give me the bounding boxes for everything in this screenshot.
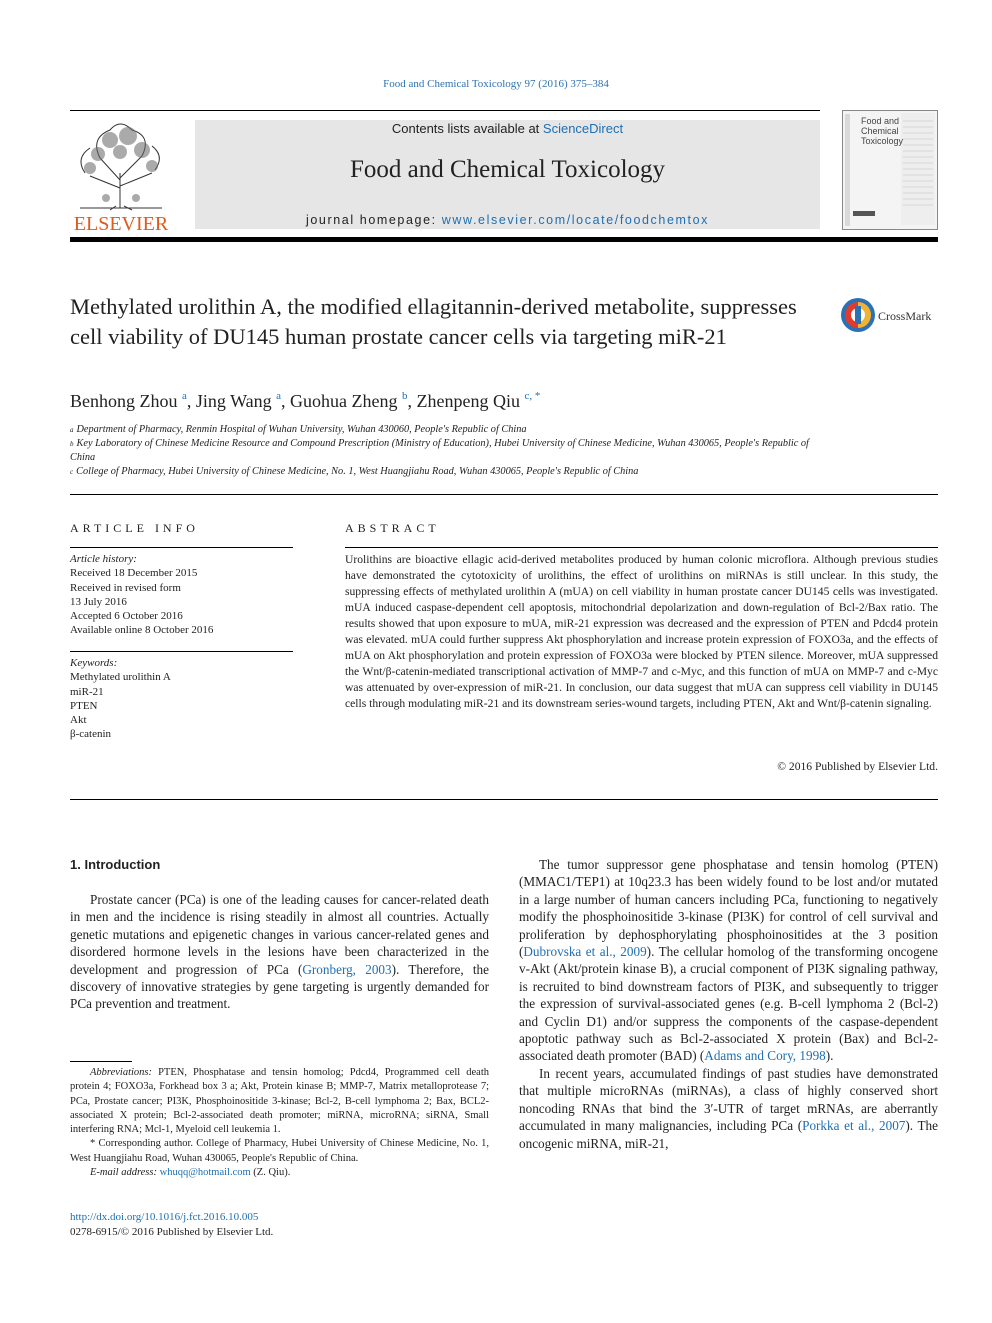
reference-link[interactable]: Porkka et al., 2007 [802, 1118, 906, 1134]
paragraph-text: ). The cellular homolog of the transforming oncogene v-Akt (Akt/protein kinase B), a crucial component of PI3K signaling pathway, is recruited to bind downstream factors of PI3K, and subsequently to trigger the expression of survival-associated genes (e.g. B-cell lymphoma 2 (Bcl-2) and Cyclin D1) and/or suppress the components of the caspase-dependent apoptotic pathway such as Bcl-2-associated X protein (Bax) and Bcl-2-associated death promoter (BAD) ( [519, 944, 939, 1064]
reference-link[interactable]: Adams and Cory, 1998 [704, 1048, 826, 1064]
header-rule-bottom [70, 237, 938, 242]
footnote-rule [70, 1061, 132, 1062]
author-affiliation-marker[interactable]: a [182, 390, 187, 402]
author-list: Benhong Zhou $^a$, Jing Wang $^a$, Guohua Zheng $^b$, Zhenpeng Qiu $^{c, *}$ [70, 390, 541, 411]
history-line: Available online 8 October 2016 [70, 624, 214, 637]
keyword: Akt [70, 714, 87, 727]
keywords [70, 656, 293, 742]
abbreviations-footnote [70, 1066, 489, 1137]
issn-copyright: 0278-6915/© 2016 Published by Elsevier Ltd. [70, 1226, 274, 1238]
article-info-heading: ARTICLE INFO [70, 521, 199, 535]
author-affiliation-marker[interactable]: a [276, 390, 281, 402]
article-info-rule [70, 547, 293, 548]
journal-cover-thumbnail[interactable] [842, 110, 938, 230]
homepage-prefix: journal homepage: [305, 213, 442, 227]
affiliation-text: Department of Pharmacy, Renmin Hospital of Wuhan University, Wuhan 430060, People's Republic of China [76, 424, 527, 435]
elsevier-logo[interactable] [70, 118, 172, 233]
abstract-rule [345, 547, 938, 548]
author-name[interactable]: Benhong Zhou [70, 391, 178, 411]
corresponding-author-footnote: * Corresponding author. College of Pharmacy, Hubei University of Chinese Medicine, No. 1, West Huangjiahu Road, Wuhan 430065, People's Republic of China. [70, 1138, 489, 1164]
footnotes [70, 1066, 489, 1180]
doi-link[interactable]: http://dx.doi.org/10.1016/j.fct.2016.10.005 [70, 1211, 259, 1223]
paragraph-text: In recent years, accumulated findings of past studies have demonstrated that multiple microRNAs (miRNAs), a class of highly conserved short noncoding RNAs that bind the 3′-UTR of target mRNAs, are aberrantly accumulated in many malignancies, including PCa ( [519, 1065, 938, 1134]
crossmark-badge[interactable] [840, 296, 940, 336]
paragraph-text: ). Therefore, the discovery of innovative strategies by gene targeting is urgently demanded for PCa prevention and treatment. [70, 961, 489, 1012]
contents-line [195, 121, 820, 136]
article-title: Methylated urolithin A, the modified ellagitannin-derived metabolite, suppresses cell viability of DU145 human prostate cancer cells via targeting miR-21 [70, 294, 797, 349]
elsevier-wordmark: ELSEVIER [73, 213, 169, 233]
email-label: E-mail address: [90, 1167, 157, 1179]
history-line: Received 18 December 2015 [70, 567, 198, 580]
journal-citation[interactable]: Food and Chemical Toxicology 97 (2016) 375–384 [383, 78, 609, 90]
keyword: PTEN [70, 699, 98, 712]
keywords-rule [70, 651, 293, 652]
crossmark-label: CrossMark [878, 309, 932, 323]
abstract-heading: ABSTRACT [345, 521, 440, 535]
paragraph [519, 1065, 938, 1152]
intro-column-left [70, 891, 489, 1013]
svg-text:Chemical: Chemical [861, 126, 899, 136]
sciencedirect-link[interactable]: ScienceDirect [542, 121, 624, 136]
keywords-label: Keywords: [70, 657, 118, 669]
section-heading-introduction: 1. Introduction [70, 857, 161, 872]
author-name[interactable]: Zhenpeng Qiu [416, 391, 520, 411]
homepage-link[interactable]: www.elsevier.com/locate/foodchemtox [441, 213, 710, 227]
paragraph-text: Prostate cancer (PCa) is one of the leading causes for cancer-related death in men and the incidence is rising steadily in almost all countries. Actually genetic mutations and epigenetic changes in various cancer-related genes and disordered hormone levels in the lesions have been characterized in the development and progression of PCa ( [70, 892, 489, 977]
author-name[interactable]: Guohua Zheng [290, 391, 398, 411]
paragraph [519, 856, 938, 1065]
reference-link[interactable]: Gronberg, 2003 [302, 961, 392, 977]
affiliation-a [70, 423, 830, 437]
email-link[interactable]: whuqq@hotmail.com [159, 1167, 251, 1179]
email-suffix: (Z. Qiu). [250, 1167, 291, 1179]
affiliation-b [70, 437, 830, 465]
email-footnote [70, 1166, 489, 1180]
keyword: Methylated urolithin A [70, 671, 171, 684]
abbreviations-label: Abbreviations: [90, 1067, 153, 1078]
author-name[interactable]: Jing Wang [195, 391, 272, 411]
affiliation-text: College of Pharmacy, Hubei University of Chinese Medicine, No. 1, West Huangjiahu Road, Wuhan 430065, People's Republic of China [76, 466, 639, 477]
affiliation-text: Key Laboratory of Chinese Medicine Resource and Compound Prescription (Ministry of Education), Hubei University of Chinese Medicine, Wuhan 430065, People's Republic of China [70, 438, 809, 463]
keyword: β-catenin [70, 728, 112, 741]
history-label: Article history: [70, 553, 137, 565]
keyword: miR-21 [70, 685, 104, 698]
author-affiliation-marker[interactable]: c, * [524, 390, 541, 402]
paragraph-text: ). The oncogenic miRNA, miR-21, [519, 1118, 938, 1151]
reference-link[interactable]: Dubrovska et al., 2009 [523, 944, 647, 960]
author-affiliation-marker[interactable]: b [401, 390, 408, 402]
affiliation-marker: b [70, 440, 74, 448]
paragraph [70, 891, 489, 1013]
homepage-line [195, 213, 820, 227]
abstract-text: Urolithins are bioactive ellagic acid-derived metabolites produced by human colonic microflora. Although previous studies have demonstrated the cytotoxicity of urolithins, the effect of urolithins on miRNAs is still unclear. In this study, the suppressing effects of methylated urolithin A (mUA) on cell viability in human prostate cancer DU145 cells was investigated. mUA induced caspase-dependent cell apoptosis, mitochondrial depolarization and down-regulation of Bcl-2/Bax ratio. The results showed that upon exposure to mUA, miR-21 expression was decreased and the expression of PTEN and Pdcd4 protein was elevated. mUA could further suppress Akt phosphorylation and increase protein expression of FOXO3a, and the effects of mUA on Akt phosphorylation and protein expression of FOXO3a were blocked by PTEN silence. Moreover, mUA suppressed the Wnt/β-catenin-mediated transcriptional activation of MMP-7 and c-Myc, and this function of mUA on MMP-7 and c-Myc was attenuated by over-expression of miR-21. In conclusion, our data suggest that mUA can suppress cell viability in DU145 cells through modulating miR-21 and its downstream series-wound targets, including PTEN, Akt and Wnt/β-catenin signaling. [345, 553, 938, 710]
abstract-end-rule [70, 799, 938, 800]
journal-title: Food and Chemical Toxicology [349, 156, 666, 183]
affiliation-marker: c [70, 468, 74, 476]
article-history [70, 552, 293, 638]
paragraph-text: The tumor suppressor gene phosphatase and tensin homolog (PTEN) (MMAC1/TEP1) at 10q23.3 has been widely found to be lost and/or mutated in a large number of human cancers including PCa, functioning to negatively modify the phosphoinositide 3-kinase (PI3K) for control of cell survival and proliferation by dephosphorylating phosphoinositides at the 3 position ( [519, 857, 938, 960]
svg-text:Food and: Food and [861, 116, 900, 126]
svg-text:Toxicology: Toxicology [861, 136, 904, 146]
affiliation-c [70, 465, 830, 479]
history-line: Received in revised form [70, 581, 181, 594]
header-rule-top [70, 110, 820, 111]
intro-column-right [519, 856, 938, 1152]
title-divider [70, 494, 938, 495]
contents-prefix: Contents lists available at [391, 121, 543, 136]
history-line: 13 July 2016 [70, 595, 127, 608]
affiliation-marker: a [70, 426, 74, 434]
abbreviations-text: PTEN, Phosphatase and tensin homolog; Pdcd4, Programmed cell death protein 4; FOXO3a, Forkhead box 3 a; Akt, Protein kinase B; MMP-7, Matrix metalloprotease 7; PCa, Prostate cancer; PI3K, Phosphoinositide 3-kinase; Bcl-2, B-cell lymphoma 2; Bax, BCL2-associated X protein; Bcl-2-associated death promoter; miRNA, microRNA; siRNA, Small interfering RNA; Mcl-1, Myeloid cell leukemia 1. [70, 1067, 489, 1136]
paragraph-text: ). [825, 1048, 834, 1064]
history-line: Accepted 6 October 2016 [70, 610, 183, 623]
abstract-copyright: © 2016 Published by Elsevier Ltd. [777, 760, 938, 773]
